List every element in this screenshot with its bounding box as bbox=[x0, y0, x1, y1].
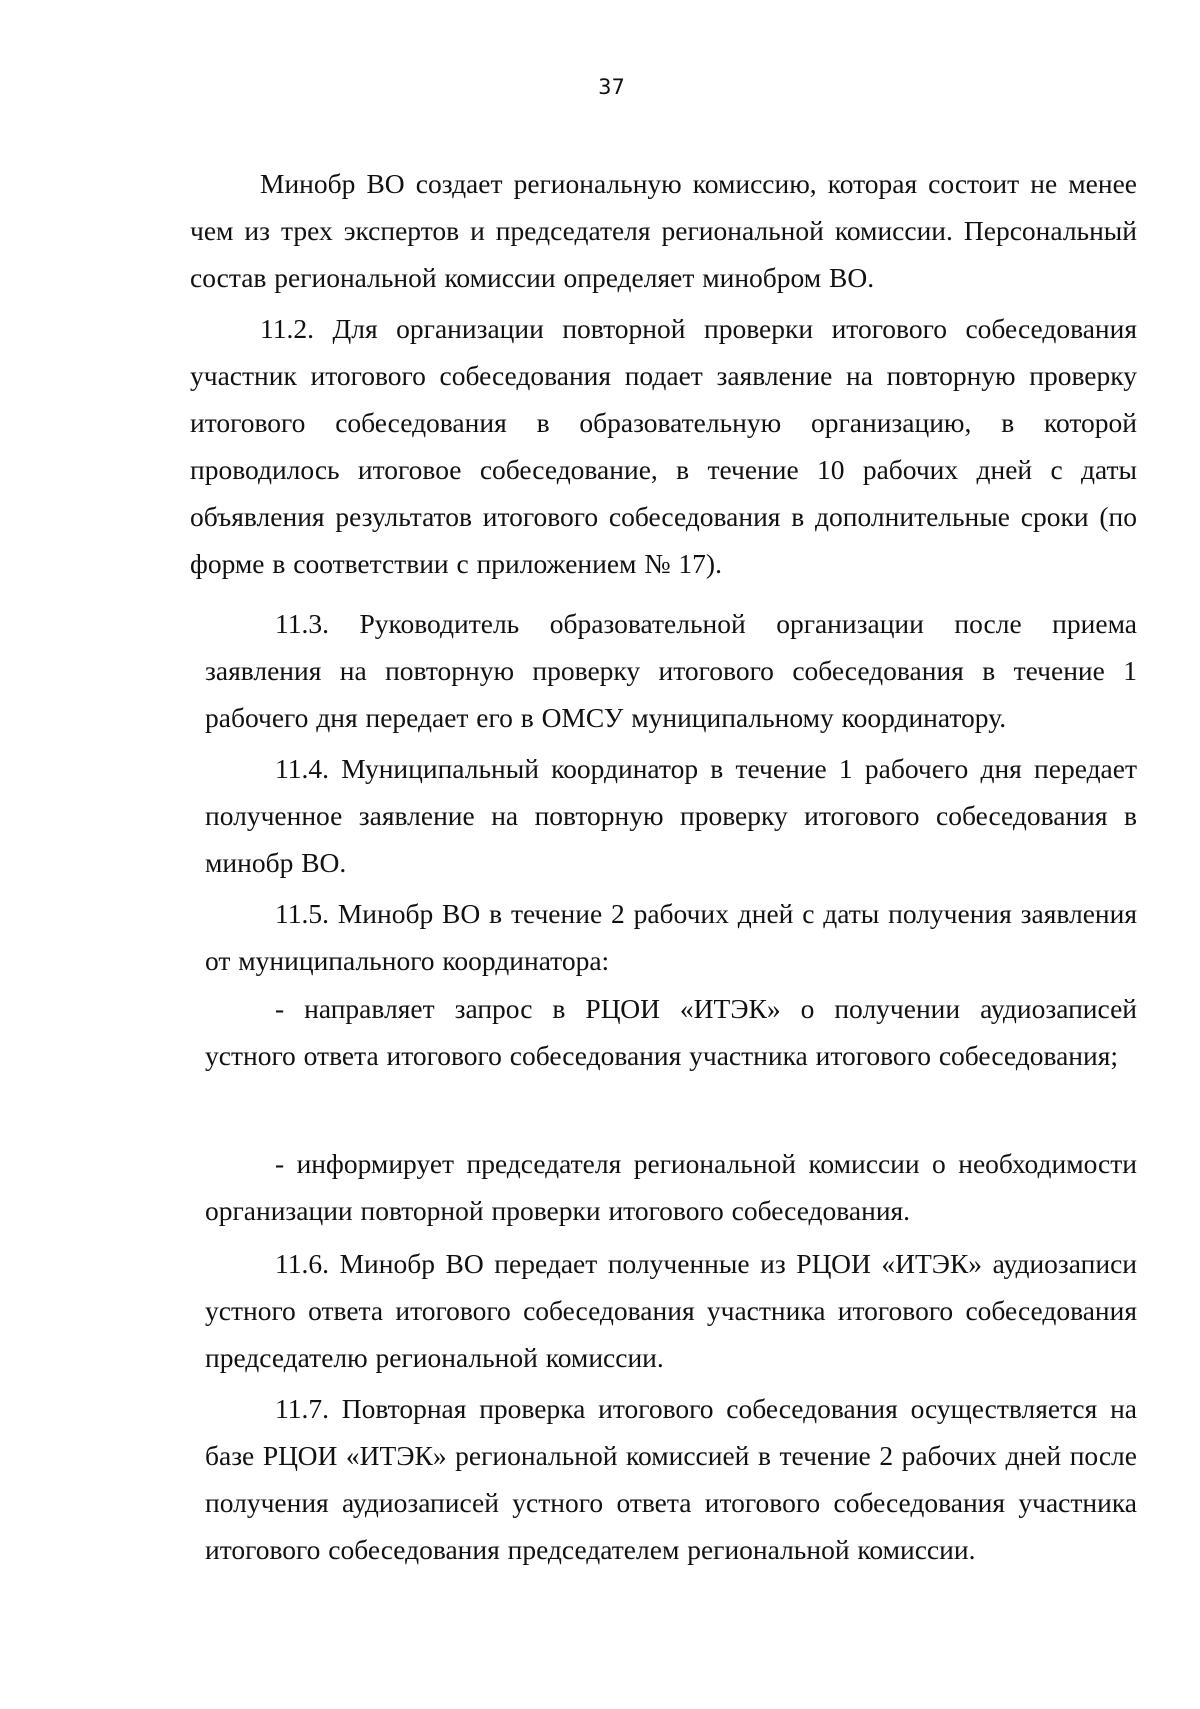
paragraph-11-6: 11.6. Минобр ВО передает полученные из РЦОИ «ИТЭК» аудиозаписи устного ответа итогового собеседования участника итогового собеседования председателю региональной комиссии. bbox=[205, 1248, 1137, 1373]
paragraph-11-2: 11.2. Для организации повторной проверки итогового собеседования участник итогового собеседования подает заявление на повторную проверку итогового собеседования в образовательную организацию, в которой проводилось итоговое собеседование, в течение 10 рабочих дней с даты объявления результатов итогового собеседования в дополнительные сроки (по форме в соответствии с приложением № 17). bbox=[190, 313, 1137, 579]
paragraph-11-4: 11.4. Муниципальный координатор в течение 1 рабочего дня передает полученное заявление на повторную проверку итогового собеседования в минобр ВО. bbox=[205, 753, 1137, 878]
paragraph-intro: Минобр ВО создает региональную комиссию, которая состоит не менее чем из трех экспертов и председателя региональной комиссии. Персональный состав региональной комиссии определяет минобром ВО. bbox=[190, 168, 1137, 293]
paragraph-11-7: 11.7. Повторная проверка итогового собеседования осуществляется на базе РЦОИ «ИТЭК» региональной комиссией в течение 2 рабочих дней после получения аудиозаписей устного ответа итогового собеседования участника итогового собеседования председателем региональной комиссии. bbox=[205, 1393, 1137, 1565]
list-item-inform-chair: - информирует председателя региональной комиссии о необходимости организации повторной проверки итогового собеседования. bbox=[205, 1148, 1137, 1226]
page-number: 37 bbox=[598, 75, 625, 99]
paragraph-11-3: 11.3. Руководитель образовательной организации после приема заявления на повторную проверку итогового собеседования в течение 1 рабочего дня передает его в ОМСУ муниципальному координатору. bbox=[205, 608, 1137, 733]
paragraph-11-5: 11.5. Минобр ВО в течение 2 рабочих дней с даты получения заявления от муниципального координатора: bbox=[205, 898, 1137, 976]
list-item-request-audio: - направляет запрос в РЦОИ «ИТЭК» о получении аудиозаписей устного ответа итогового собеседования участника итогового собеседования; bbox=[205, 993, 1137, 1071]
